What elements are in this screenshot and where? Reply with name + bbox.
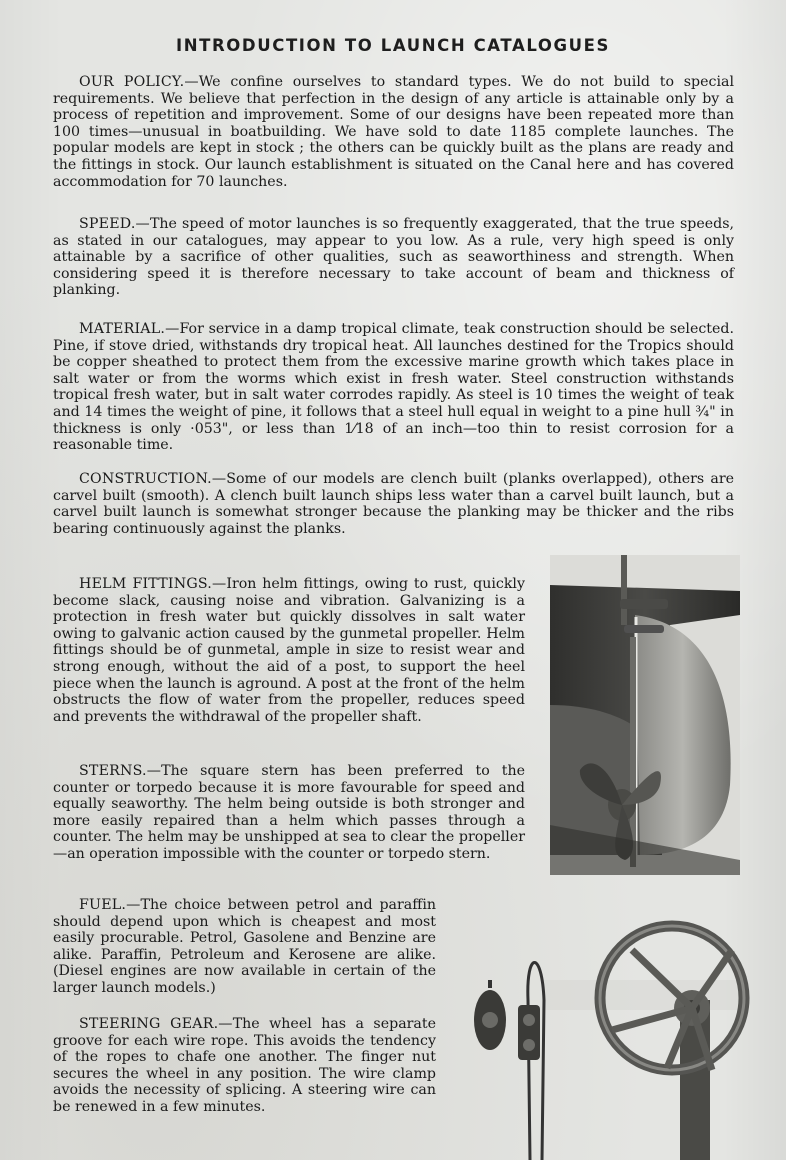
section-heading: SPEED.— (79, 216, 150, 232)
section-material (53, 321, 734, 454)
section-speed (53, 216, 734, 299)
section-heading: OUR POLICY.— (79, 74, 199, 90)
section-steering-gear (53, 1016, 436, 1116)
section-text: The square stern has been preferred to the counter or torpedo because it is more favourable for speed and equally seaworthy. The helm being outside is both stronger and more easily repaired than a helm which passes through a counter. The helm may be unshipped at sea to clear the propeller—an operation impossible with the counter or torpedo stern. (53, 763, 525, 862)
section-text: Some of our models are clench built (planks overlapped), others are carvel built (smooth). A clench built launch ships less water than a carvel built launch, but a carvel built launch is somewhat stronger because the planking may be thicker and the ribs bearing continuously against the planks. (53, 471, 734, 537)
section-text: The wheel has a separate groove for each wire rope. This avoids the tendency of the ropes to chafe one another. The finger nut secures the wheel in any position. The wire clamp avoids the necessity of splicing. A steering wire can be renewed in a few minutes. (53, 1016, 436, 1115)
section-heading: HELM FITTINGS.— (79, 576, 227, 592)
section-heading: FUEL.— (79, 897, 141, 913)
rudder-propeller-photo (550, 555, 740, 875)
page-title: INTRODUCTION TO LAUNCH CATALOGUES (176, 36, 610, 55)
section-our-policy (53, 74, 734, 190)
section-heading: MATERIAL.— (79, 321, 180, 337)
section-text: We confine ourselves to standard types. We do not build to special requirements. We believe that perfection in the design of any article is attainable only by a process of repetition and improvement. Some of our designs have been repeated more than 100 times—unusual in boatbuilding. We have sold to date 1185 complete launches. The popular models are kept in stock ; the others can be quickly built as the plans are ready and the fittings in stock. Our launch establishment is situated on the Canal here and has covered accommodation for 70 launches. (53, 74, 734, 190)
steering-gear-photo (462, 880, 752, 1160)
section-sterns (53, 763, 525, 863)
section-construction (53, 471, 734, 537)
section-helm-fittings (53, 576, 525, 725)
section-text: For service in a damp tropical climate, teak construction should be selected. Pine, if stove dried, withstands dry tropical heat. All launches destined for the Tropics should be copper sheathed to protect them from the excessive marine growth which takes place in salt water or from the worms which exist in fresh water. Steel construction withstands tropical fresh water, but in salt water corrodes rapidly. As steel is 10 times the weight of teak and 14 times the weight of pine, it follows that a steel hull equal in weight to a pine hull ¾" in thickness is only ·053", or less than 1⁄18 of an inch—too thin to resist corrosion for a reasonable time. (53, 321, 734, 454)
section-fuel (53, 897, 436, 997)
section-text: The choice between petrol and paraffin should depend upon which is cheapest and most easily procurable. Petrol, Gasolene and Benzine are alike. Paraffin, Petroleum and Kerosene are alike. (Diesel engines are now available in certain of the larger launch models.) (53, 897, 436, 996)
section-heading: STEERING GEAR.— (79, 1016, 233, 1032)
section-heading: CONSTRUCTION.— (79, 471, 227, 487)
section-text: Iron helm fittings, owing to rust, quickly become slack, causing noise and vibration. Galvanizing is a protection in fresh water but quickly dissolves in salt water owing to galvanic action caused by the gunmetal propeller. Helm fittings should be of gunmetal, ample in size to resist wear and strong enough, without the aid of a post, to support the heel piece when the launch is aground. A post at the front of the helm obstructs the flow of water from the propeller, reduces speed and prevents the withdrawal of the propeller shaft. (53, 576, 525, 725)
section-heading: STERNS.— (79, 763, 162, 779)
section-text: The speed of motor launches is so frequently exaggerated, that the true speeds, as stated in our catalogues, may appear to you low. As a rule, very high speed is only attainable by a sacrifice of other qualities, such as seaworthiness and strength. When considering speed it is therefore necessary to take account of beam and thickness of planking. (53, 216, 734, 299)
